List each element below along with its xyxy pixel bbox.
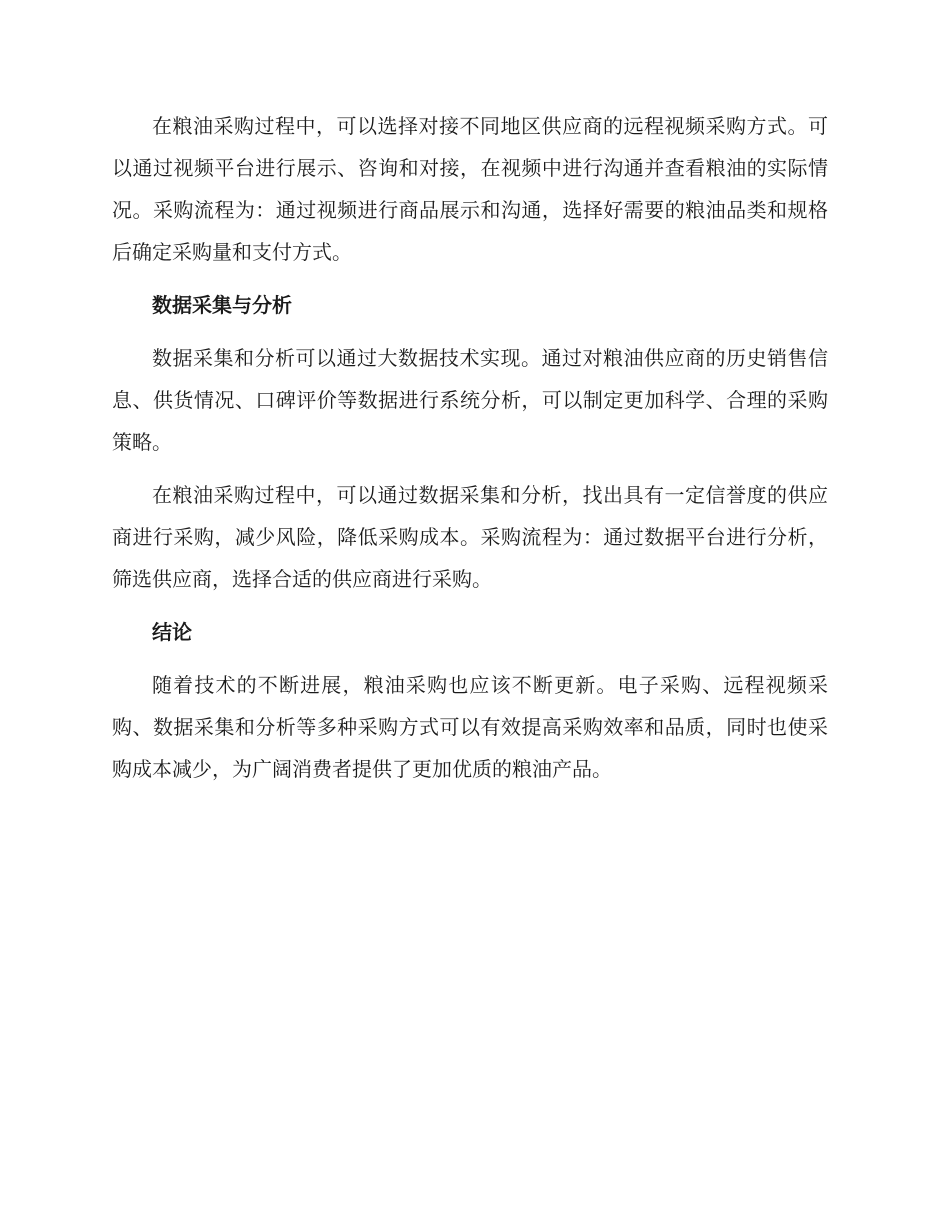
intro-paragraph: 在粮油采购过程中，可以选择对接不同地区供应商的远程视频采购方式。可以通过视频平台进行展示、咨询和对接，在视频中进行沟通并查看粮油的实际情况。采购流程为：通过视频进行商品展示和沟通，选择好需要的粮油品类和规格后确定采购量和支付方式。 <box>112 114 828 264</box>
data-analysis-paragraph-2: 在粮油采购过程中，可以通过数据采集和分析，找出具有一定信誉度的供应商进行采购，减少风险，降低采购成本。采购流程为：通过数据平台进行分析，筛选供应商，选择合适的供应商进行采购。 <box>112 483 828 591</box>
section-heading-conclusion: 结论 <box>152 620 192 644</box>
conclusion-paragraph: 随着技术的不断进展，粮油采购也应该不断更新。电子采购、远程视频采购、数据采集和分析等多种采购方式可以有效提高采购效率和品质，同时也使采购成本减少，为广阔消费者提供了更加优质的粮油产品。 <box>112 673 828 781</box>
document-page <box>112 105 828 801</box>
data-analysis-paragraph-1: 数据采集和分析可以通过大数据技术实现。通过对粮油供应商的历史销售信息、供货情况、口碑评价等数据进行系统分析，可以制定更加科学、合理的采购策略。 <box>112 346 828 454</box>
section-heading-data-analysis: 数据采集与分析 <box>152 293 292 317</box>
